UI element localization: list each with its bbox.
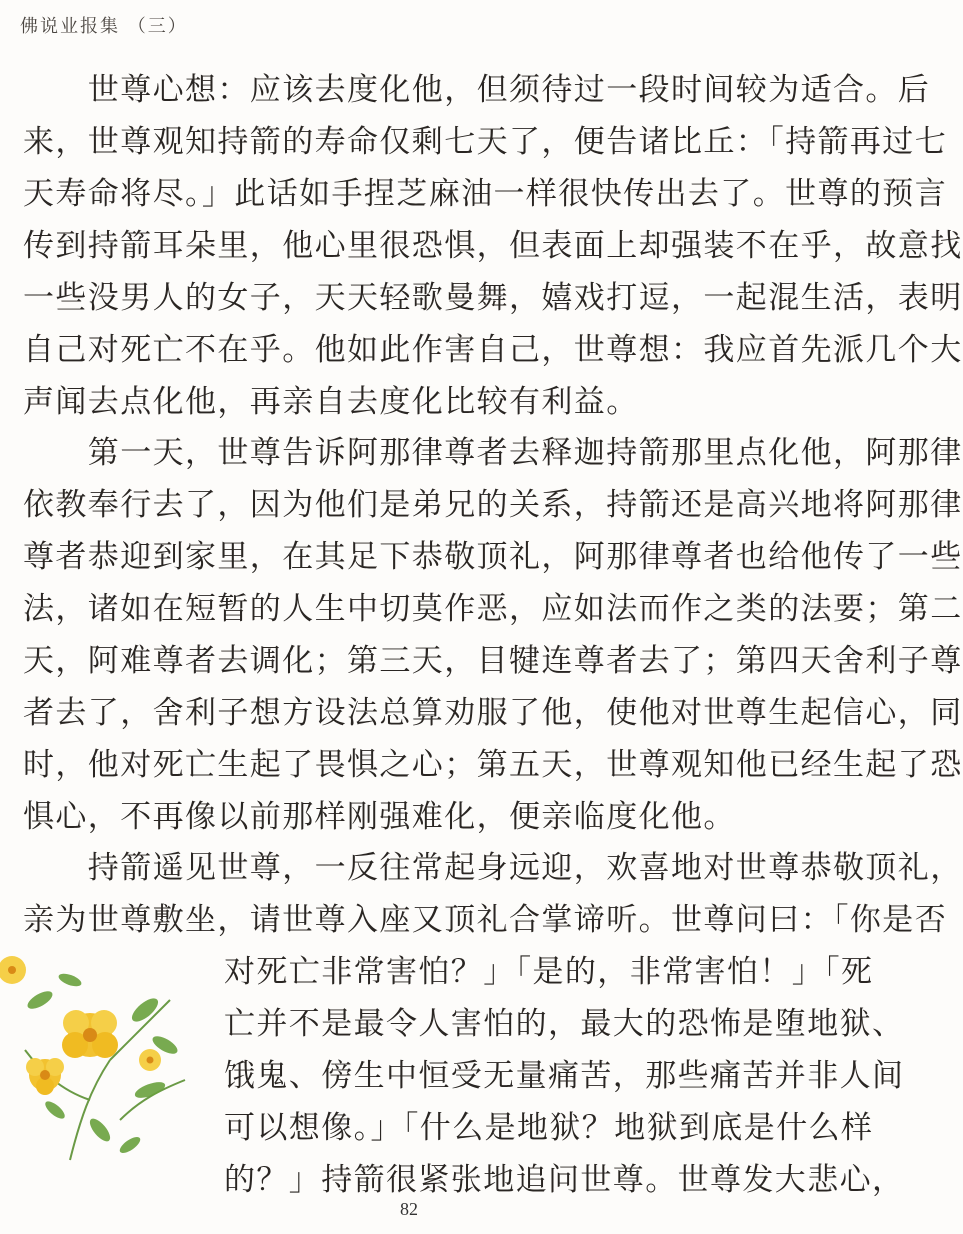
text-line: 持箭遥见世尊，一反往常起身远迎，欢喜地对世尊恭敬顶礼，	[23, 850, 963, 886]
text-line: 惧心，不再像以前那样刚强难化，便亲临度化他。	[23, 799, 736, 835]
text-line: 饿鬼、傍生中恒受无量痛苦，那些痛苦并非人间	[224, 1058, 905, 1094]
page-number: 82	[400, 1199, 418, 1219]
text-line: 可以想像。」「什么是地狱？地狱到底是什么样	[224, 1110, 874, 1146]
text-line: 传到持箭耳朵里，他心里很恐惧，但表面上却强装不在乎，故意找	[23, 228, 963, 264]
flower-illustration-icon	[0, 940, 200, 1180]
text-line: 法，诸如在短暂的人生中切莫作恶，应如法而作之类的法要；第二	[23, 591, 963, 627]
text-line: 第一天，世尊告诉阿那律尊者去释迦持箭那里点化他，阿那律	[23, 435, 963, 471]
text-line: 对死亡非常害怕？」「是的，非常害怕！」「死	[224, 954, 874, 990]
text-line: 尊者恭迎到家里，在其足下恭敬顶礼，阿那律尊者也给他传了一些	[23, 539, 963, 575]
text-line: 世尊心想：应该去度化他，但须待过一段时间较为适合。后	[23, 72, 931, 108]
text-line: 亡并不是最令人害怕的，最大的恐怖是堕地狱、	[224, 1006, 905, 1042]
running-title: 佛说业报集 （三）	[20, 16, 188, 37]
text-line: 天寿命将尽。」此话如手捏芝麻油一样很快传出去了。世尊的预言	[23, 176, 948, 212]
text-line: 亲为世尊敷坐，请世尊入座又顶礼合掌谛听。世尊问曰：「你是否	[23, 902, 948, 938]
text-line: 的？」持箭很紧张地追问世尊。世尊发大悲心，	[224, 1162, 905, 1198]
text-line: 自己对死亡不在乎。他如此作害自己，世尊想：我应首先派几个大	[23, 332, 963, 368]
text-line: 天，阿难尊者去调化；第三天，目犍连尊者去了；第四天舍利子尊	[23, 643, 963, 679]
text-line: 声闻去点化他，再亲自去度化比较有利益。	[23, 384, 639, 420]
text-line: 一些没男人的女子，天天轻歌曼舞，嬉戏打逗，一起混生活，表明	[23, 280, 963, 316]
text-line: 来，世尊观知持箭的寿命仅剩七天了，便告诸比丘：「持箭再过七	[23, 124, 948, 160]
text-line: 依教奉行去了，因为他们是弟兄的关系，持箭还是高兴地将阿那律	[23, 487, 963, 523]
text-line: 者去了，舍利子想方设法总算劝服了他，使他对世尊生起信心，同	[23, 695, 963, 731]
text-line: 时，他对死亡生起了畏惧之心；第五天，世尊观知他已经生起了恐	[23, 747, 963, 783]
